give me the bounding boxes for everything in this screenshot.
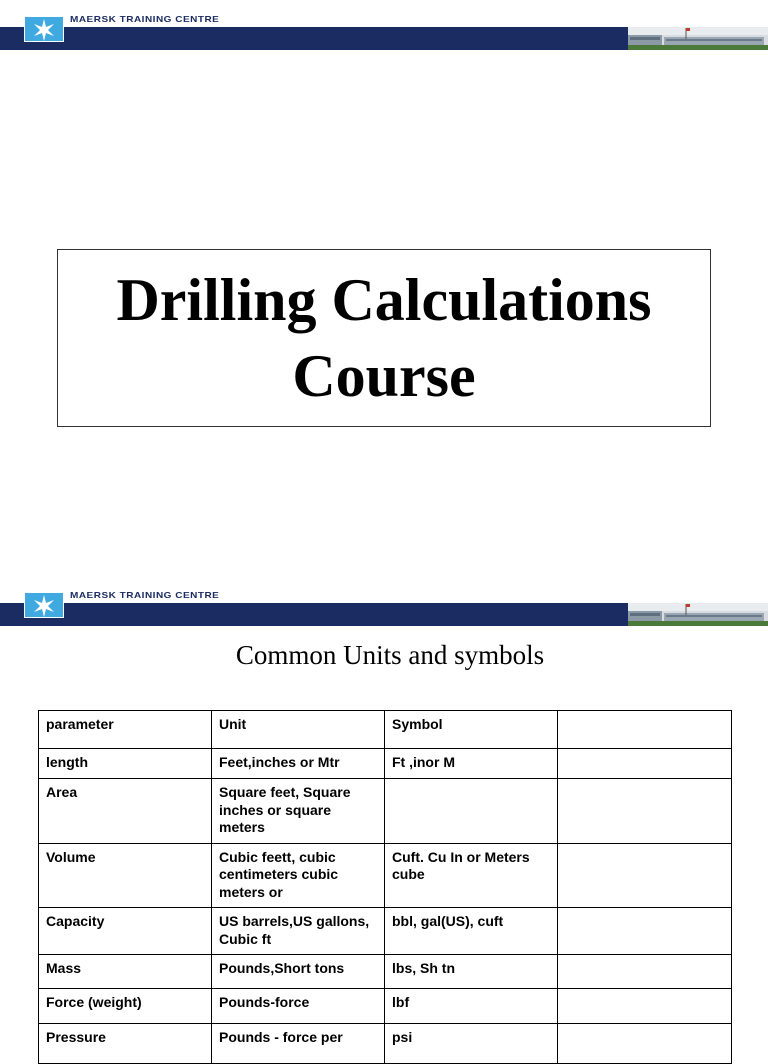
table-cell (558, 955, 732, 989)
table-cell: Symbol (385, 711, 558, 749)
table-row (39, 955, 732, 989)
table-cell: Pounds,Short tons (212, 955, 385, 989)
table-cell: Area (39, 779, 212, 844)
table-cell: Square feet, Square inches or square meters (212, 779, 385, 844)
table-row (39, 711, 732, 749)
table-row (39, 1024, 732, 1064)
table-cell: Pounds - force per (212, 1024, 385, 1064)
table-cell: parameter (39, 711, 212, 749)
table-cell (558, 908, 732, 955)
table-cell: psi (385, 1024, 558, 1064)
table-cell (558, 711, 732, 749)
table-row (39, 908, 732, 955)
table-row (39, 779, 732, 844)
units-heading: Common Units and symbols (235, 640, 545, 670)
building-photo (628, 603, 768, 626)
units-table (38, 710, 732, 1064)
maersk-logo (24, 16, 64, 42)
table-cell: US barrels,US gallons, Cubic ft (212, 908, 385, 955)
table-cell (558, 749, 732, 779)
course-title (116, 262, 651, 414)
title-line-1: Drilling Calculations (116, 267, 652, 333)
table-cell: Unit (212, 711, 385, 749)
brand-name: MAERSK TRAINING CENTRE (70, 591, 220, 601)
table-cell (558, 989, 732, 1024)
table-cell: Pounds-force (212, 989, 385, 1024)
table-cell: bbl, gal(US), cuft (385, 908, 558, 955)
table-row (39, 843, 732, 908)
table-cell (558, 843, 732, 908)
table-cell: lbf (385, 989, 558, 1024)
table-cell: Ft ,inor M (385, 749, 558, 779)
table-cell (385, 779, 558, 844)
table-cell: Feet,inches or Mtr (212, 749, 385, 779)
table-cell: Cuft. Cu In or Meters cube (385, 843, 558, 908)
table-cell: Cubic feett, cubic centimeters cubic meters or (212, 843, 385, 908)
star-icon (31, 593, 57, 619)
header-band-top (0, 0, 768, 52)
brand-name: MAERSK TRAINING CENTRE (70, 15, 220, 25)
star-icon (31, 17, 57, 43)
table-row (39, 749, 732, 779)
table-cell (558, 779, 732, 844)
table-row (39, 989, 732, 1024)
building-photo (628, 27, 768, 50)
table-cell: Pressure (39, 1024, 212, 1064)
title-line-2: Course (292, 343, 476, 409)
header-band-second (0, 576, 768, 628)
table-cell: Mass (39, 955, 212, 989)
table-cell: Force (weight) (39, 989, 212, 1024)
title-box (57, 249, 711, 427)
table-cell: lbs, Sh tn (385, 955, 558, 989)
maersk-logo (24, 592, 64, 618)
table-cell: Capacity (39, 908, 212, 955)
table-cell: Volume (39, 843, 212, 908)
table-cell: length (39, 749, 212, 779)
table-cell (558, 1024, 732, 1064)
